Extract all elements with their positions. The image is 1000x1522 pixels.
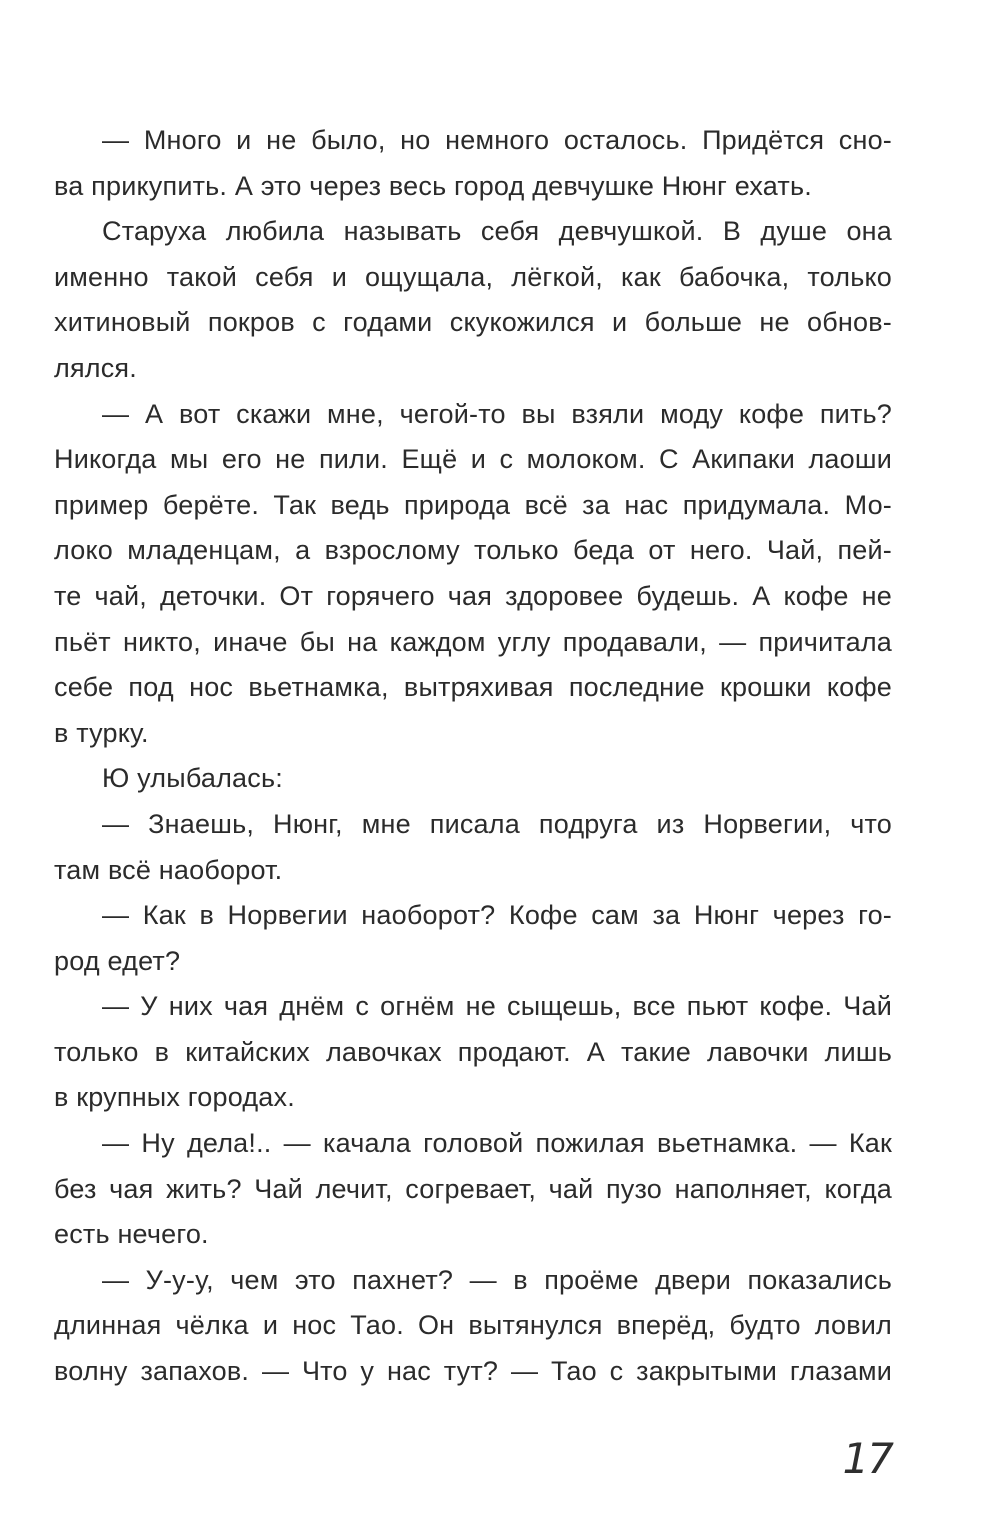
text-line: лялся. bbox=[54, 352, 137, 383]
text-line: длинная чёлка и нос Тао. Он вытянулся вперёд, будто ловил bbox=[54, 1310, 892, 1341]
text-line: — У-у-у, чем это пахнет? — в проёме двери показались bbox=[102, 1264, 892, 1295]
text-line: только в китайских лавочках продают. А такие лавочки лишь bbox=[54, 1036, 892, 1067]
text-line: те чай, деточки. От горячего чая здоровее будешь. А кофе не bbox=[54, 580, 892, 611]
text-line: — У них чая днём с огнём не сыщешь, все пьют кофе. Чай bbox=[102, 991, 892, 1022]
text-line: есть нечего. bbox=[54, 1219, 209, 1250]
text-line: — А вот скажи мне, чегой-то вы взяли моду кофе пить? bbox=[102, 398, 892, 429]
text-line: локо младенцам, а взрослому только беда от него. Чай, пей- bbox=[54, 535, 892, 566]
text-line: в турку. bbox=[54, 717, 149, 748]
text-line: волну запахов. — Что у нас тут? — Тао с закрытыми глазами bbox=[54, 1356, 892, 1387]
text-line: пример берёте. Так ведь природа всё за нас придумала. Мо- bbox=[54, 489, 892, 520]
text-line: — Много и не было, но немного осталось. Придётся сно- bbox=[102, 125, 892, 155]
text-line: — Ну дела!.. — качала головой пожилая вьетнамка. — Как bbox=[102, 1128, 892, 1159]
text-line: без чая жить? Чай лечит, согревает, чай пузо наполняет, когда bbox=[54, 1173, 892, 1204]
text-line: — Знаешь, Нюнг, мне писала подруга из Норвегии, что bbox=[102, 808, 892, 839]
text-line: в крупных городах. bbox=[54, 1082, 295, 1113]
text-line: себе под нос вьетнамка, вытряхивая последние крошки кофе bbox=[54, 672, 892, 703]
text-line: Старуха любила называть себя девчушкой. В душе она bbox=[102, 216, 892, 247]
text-line: род едет? bbox=[54, 945, 181, 976]
text-line: пьёт никто, иначе бы на каждом углу продавали, — причитала bbox=[54, 626, 892, 657]
text-line: хитиновый покров с годами скукожился и больше не обнов- bbox=[54, 307, 892, 338]
text-line: именно такой себя и ощущала, лёгкой, как бабочка, только bbox=[54, 261, 892, 292]
text-line: Ю улыбалась: bbox=[102, 763, 283, 794]
page-number: 17 bbox=[842, 1434, 892, 1483]
body-text bbox=[54, 118, 892, 1395]
text-line: — Как в Норвегии наоборот? Кофе сам за Нюнг через го- bbox=[102, 900, 892, 931]
text-line: ва прикупить. А это через весь город девчушке Нюнг ехать. bbox=[54, 170, 812, 201]
text-line: там всё наоборот. bbox=[54, 854, 283, 885]
text-line: Никогда мы его не пили. Ещё и с молоком. С Акипаки лаоши bbox=[54, 444, 892, 475]
